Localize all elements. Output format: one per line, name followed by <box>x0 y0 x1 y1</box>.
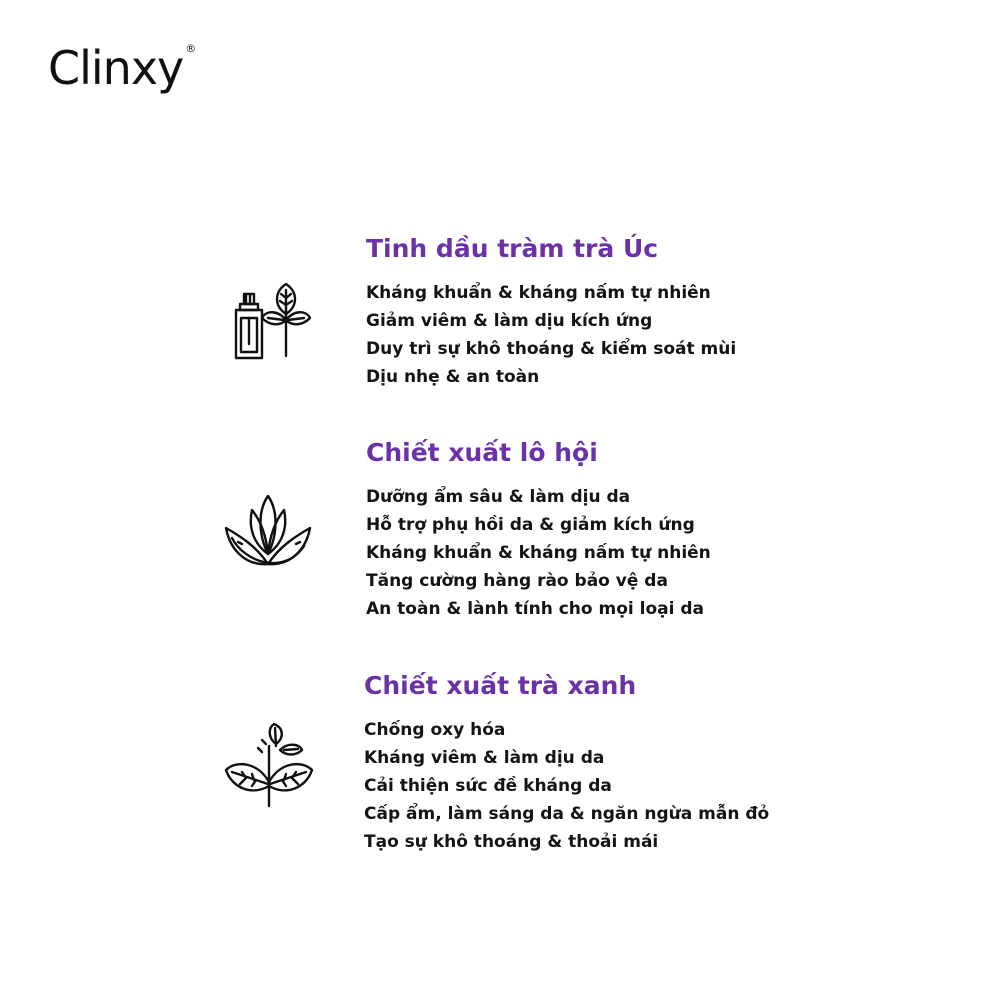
benefit-item: Kháng khuẩn & kháng nấm tự nhiên <box>366 283 711 303</box>
benefit-item: Chống oxy hóa <box>364 720 506 740</box>
brand-logo <box>48 40 196 96</box>
section-green-tea <box>364 670 769 856</box>
registered-mark: ® <box>185 42 197 55</box>
essential-oil-bottle-leaf-icon <box>228 280 314 366</box>
section-title: Chiết xuất lô hội <box>366 438 598 467</box>
section-tea-tree-oil <box>366 233 736 391</box>
aloe-vera-icon <box>224 494 314 572</box>
benefit-item: An toàn & lành tính cho mọi loại da <box>366 599 704 619</box>
benefit-list <box>366 483 711 623</box>
section-title: Tinh dầu tràm trà Úc <box>366 234 659 263</box>
brand-name: Clinxy <box>48 41 184 95</box>
section-title: Chiết xuất trà xanh <box>364 671 637 700</box>
benefit-list <box>366 279 736 391</box>
benefit-item: Dịu nhẹ & an toàn <box>366 367 540 387</box>
benefit-item: Giảm viêm & làm dịu kích ứng <box>366 311 653 331</box>
benefit-item: Tăng cường hàng rào bảo vệ da <box>366 571 668 591</box>
benefit-item: Cấp ẩm, làm sáng da & ngăn ngừa mẫn đỏ <box>364 804 770 824</box>
benefit-item: Kháng khuẩn & kháng nấm tự nhiên <box>366 543 711 563</box>
benefit-item: Dưỡng ẩm sâu & làm dịu da <box>366 487 631 507</box>
benefit-item: Duy trì sự khô thoáng & kiểm soát mùi <box>366 339 737 359</box>
benefit-item: Kháng viêm & làm dịu da <box>364 748 605 768</box>
section-aloe-vera <box>366 437 711 623</box>
benefit-list <box>364 716 769 856</box>
benefit-item: Hỗ trợ phụ hồi da & giảm kích ứng <box>366 515 695 535</box>
benefit-item: Tạo sự khô thoáng & thoải mái <box>364 832 659 852</box>
benefit-item: Cải thiện sức đề kháng da <box>364 776 612 796</box>
green-tea-leaves-icon <box>224 722 314 808</box>
